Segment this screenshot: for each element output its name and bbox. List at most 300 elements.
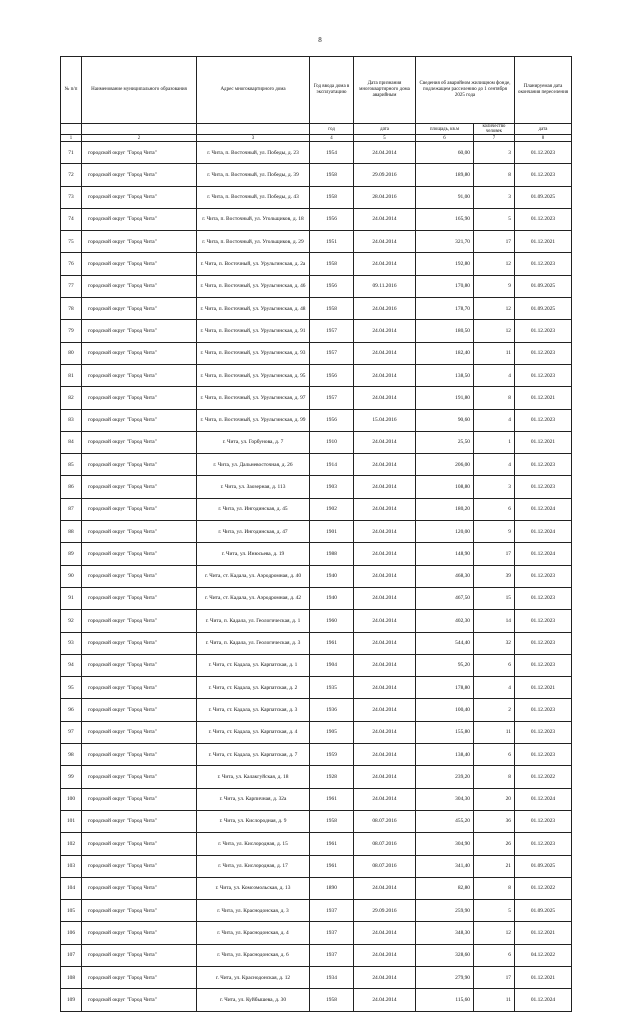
column-number: 8 <box>515 135 572 142</box>
area-cell: 467,50 <box>416 587 474 609</box>
people-cell: 6 <box>474 498 515 520</box>
unit-cell: год <box>310 124 354 135</box>
planned-date-cell: 01.12.2023 <box>515 744 572 766</box>
area-cell: 189,80 <box>416 164 474 186</box>
address-cell: г. Чита, п. Кадала, ул. Геологическая, д. 3 <box>197 632 310 654</box>
planned-date-cell: 01.12.2024 <box>515 543 572 565</box>
municipality-cell: городской округ "Город Чита" <box>82 677 197 699</box>
address-cell: г. Чита, п. Восточный, ул. Урульгинская, д. 93 <box>197 342 310 364</box>
emergency-date-cell: 15.04.2016 <box>354 409 416 431</box>
emergency-date-cell: 29.09.2016 <box>354 900 416 922</box>
table-row <box>61 387 572 409</box>
emergency-date-cell: 24.04.2014 <box>354 142 416 164</box>
planned-date-cell: 01.12.2023 <box>515 342 572 364</box>
column-number: 1 <box>61 135 82 142</box>
year-cell: 1890 <box>310 877 354 899</box>
address-cell: г. Чита, ст. Кадала, ул. Карпатская, д. 3 <box>197 699 310 721</box>
emergency-date-cell: 24.04.2014 <box>354 498 416 520</box>
column-number: 5 <box>354 135 416 142</box>
planned-date-cell: 01.12.2024 <box>515 521 572 543</box>
address-cell: г. Чита, ст. Кадала, ул. Аэродромная, д. 42 <box>197 587 310 609</box>
year-cell: 1937 <box>310 900 354 922</box>
row-number: 84 <box>61 431 82 453</box>
emergency-date-cell: 24.04.2014 <box>354 342 416 364</box>
municipality-cell: городской округ "Город Чита" <box>82 788 197 810</box>
area-cell: 100,40 <box>416 699 474 721</box>
row-number: 102 <box>61 833 82 855</box>
people-cell: 8 <box>474 387 515 409</box>
emergency-housing-table <box>60 56 572 1012</box>
emergency-date-cell: 24.04.2014 <box>354 610 416 632</box>
planned-date-cell: 01.12.2023 <box>515 721 572 743</box>
row-number: 89 <box>61 543 82 565</box>
area-cell: 544,40 <box>416 632 474 654</box>
column-number: 2 <box>82 135 197 142</box>
municipality-cell: городской округ "Город Чита" <box>82 543 197 565</box>
emergency-date-cell: 24.04.2014 <box>354 989 416 1011</box>
municipality-cell: городской округ "Город Чита" <box>82 320 197 342</box>
row-number: 81 <box>61 364 82 386</box>
address-cell: г. Чита, п. Восточный, ул. Угольщиков, д. 18 <box>197 208 310 230</box>
header-planned-date: Планируемая дата окончания переселения <box>515 57 572 124</box>
year-cell: 1957 <box>310 387 354 409</box>
table-row <box>61 610 572 632</box>
row-number: 76 <box>61 253 82 275</box>
header-year: Год ввода дома в эксплуатацию <box>310 57 354 124</box>
planned-date-cell: 01.12.2021 <box>515 677 572 699</box>
row-number: 98 <box>61 744 82 766</box>
planned-date-cell: 04.12.2022 <box>515 944 572 966</box>
table-row <box>61 699 572 721</box>
row-number: 83 <box>61 409 82 431</box>
year-cell: 1961 <box>310 788 354 810</box>
year-cell: 1914 <box>310 454 354 476</box>
area-cell: 90,60 <box>416 409 474 431</box>
people-cell: 8 <box>474 877 515 899</box>
area-cell: 25,50 <box>416 431 474 453</box>
header-emergency-date: Дата признания многоквартирного дома аварийным <box>354 57 416 124</box>
people-cell: 17 <box>474 543 515 565</box>
row-number: 72 <box>61 164 82 186</box>
emergency-date-cell: 24.04.2014 <box>354 231 416 253</box>
emergency-date-cell: 09.11.2016 <box>354 275 416 297</box>
year-cell: 1958 <box>310 298 354 320</box>
municipality-cell: городской округ "Город Чита" <box>82 900 197 922</box>
area-cell: 165,90 <box>416 208 474 230</box>
table-row <box>61 766 572 788</box>
row-number: 80 <box>61 342 82 364</box>
planned-date-cell: 01.12.2023 <box>515 810 572 832</box>
row-number: 73 <box>61 186 82 208</box>
emergency-date-cell: 08.07.2016 <box>354 833 416 855</box>
units-row <box>61 124 572 135</box>
row-number: 107 <box>61 944 82 966</box>
area-cell: 82,80 <box>416 877 474 899</box>
address-cell: г. Чита, п. Восточный, ул. Урульгинская, д. 97 <box>197 387 310 409</box>
area-cell: 341,40 <box>416 855 474 877</box>
address-cell: г. Чита, ул. Дальневосточная, д. 26 <box>197 454 310 476</box>
people-cell: 4 <box>474 454 515 476</box>
unit-cell <box>61 124 82 135</box>
people-cell: 32 <box>474 632 515 654</box>
year-cell: 1988 <box>310 543 354 565</box>
municipality-cell: городской округ "Город Чита" <box>82 521 197 543</box>
address-cell: г. Чита, ул. Кислородная, д. 17 <box>197 855 310 877</box>
municipality-cell: городской округ "Город Чита" <box>82 810 197 832</box>
municipality-cell: городской округ "Город Чита" <box>82 699 197 721</box>
municipality-cell: городской округ "Город Чита" <box>82 721 197 743</box>
table-row <box>61 186 572 208</box>
municipality-cell: городской округ "Город Чита" <box>82 454 197 476</box>
municipality-cell: городской округ "Город Чита" <box>82 833 197 855</box>
row-number: 99 <box>61 766 82 788</box>
year-cell: 1956 <box>310 208 354 230</box>
people-cell: 36 <box>474 810 515 832</box>
people-cell: 14 <box>474 610 515 632</box>
row-number: 101 <box>61 810 82 832</box>
row-number: 74 <box>61 208 82 230</box>
people-cell: 1 <box>474 431 515 453</box>
address-cell: г. Чита, п. Восточный, ул. Победы, д. 43 <box>197 186 310 208</box>
municipality-cell: городской округ "Город Чита" <box>82 431 197 453</box>
municipality-cell: городской округ "Город Чита" <box>82 275 197 297</box>
people-cell: 3 <box>474 142 515 164</box>
unit-cell: дата <box>515 124 572 135</box>
year-cell: 1956 <box>310 364 354 386</box>
header-row <box>61 57 572 124</box>
table-row <box>61 431 572 453</box>
table-row <box>61 788 572 810</box>
people-cell: 12 <box>474 298 515 320</box>
emergency-date-cell: 24.04.2014 <box>354 476 416 498</box>
emergency-date-cell: 08.07.2016 <box>354 855 416 877</box>
people-cell: 2 <box>474 699 515 721</box>
year-cell: 1958 <box>310 989 354 1011</box>
municipality-cell: городской округ "Город Чита" <box>82 922 197 944</box>
people-cell: 6 <box>474 654 515 676</box>
planned-date-cell: 01.12.2023 <box>515 476 572 498</box>
people-cell: 4 <box>474 364 515 386</box>
area-cell: 178,80 <box>416 677 474 699</box>
emergency-date-cell: 24.04.2014 <box>354 721 416 743</box>
year-cell: 1957 <box>310 342 354 364</box>
year-cell: 1940 <box>310 565 354 587</box>
municipality-cell: городской округ "Город Чита" <box>82 498 197 520</box>
municipality-cell: городской округ "Город Чита" <box>82 587 197 609</box>
year-cell: 1901 <box>310 521 354 543</box>
planned-date-cell: 01.12.2023 <box>515 654 572 676</box>
area-cell: 328,60 <box>416 944 474 966</box>
area-cell: 239,20 <box>416 766 474 788</box>
address-cell: г. Чита, ул. Карпичная, д. 32а <box>197 788 310 810</box>
unit-cell: дата <box>354 124 416 135</box>
page-number: 8 <box>318 36 322 44</box>
table-row <box>61 587 572 609</box>
address-cell: г. Чита, ул. Ингодинская, д. 47 <box>197 521 310 543</box>
area-cell: 182,40 <box>416 342 474 364</box>
year-cell: 1910 <box>310 431 354 453</box>
column-numbers-row <box>61 135 572 142</box>
table-row <box>61 142 572 164</box>
emergency-date-cell: 24.04.2014 <box>354 922 416 944</box>
area-cell: 304,30 <box>416 788 474 810</box>
planned-date-cell: 01.12.2023 <box>515 253 572 275</box>
table-row <box>61 565 572 587</box>
table-row <box>61 409 572 431</box>
row-number: 106 <box>61 922 82 944</box>
area-cell: 180,50 <box>416 320 474 342</box>
municipality-cell: городской округ "Город Чита" <box>82 409 197 431</box>
address-cell: г. Чита, п. Восточный, ул. Урульгинская, д. 91 <box>197 320 310 342</box>
row-number: 78 <box>61 298 82 320</box>
people-cell: 8 <box>474 766 515 788</box>
table-row <box>61 989 572 1011</box>
emergency-date-cell: 24.04.2016 <box>354 298 416 320</box>
municipality-cell: городской округ "Город Чита" <box>82 966 197 988</box>
table-row <box>61 855 572 877</box>
people-cell: 12 <box>474 320 515 342</box>
year-cell: 1954 <box>310 142 354 164</box>
year-cell: 1937 <box>310 944 354 966</box>
area-cell: 120,00 <box>416 521 474 543</box>
year-cell: 1956 <box>310 409 354 431</box>
people-cell: 21 <box>474 855 515 877</box>
unit-cell: количество человек <box>474 124 515 135</box>
emergency-date-cell: 24.04.2014 <box>354 966 416 988</box>
table-body <box>61 142 572 1012</box>
year-cell: 1960 <box>310 610 354 632</box>
emergency-date-cell: 24.04.2014 <box>354 431 416 453</box>
emergency-date-cell: 24.04.2014 <box>354 677 416 699</box>
row-number: 87 <box>61 498 82 520</box>
municipality-cell: городской округ "Город Чита" <box>82 565 197 587</box>
planned-date-cell: 01.12.2023 <box>515 208 572 230</box>
address-cell: г. Чита, ст. Кадала, ул. Карпатская, д. 4 <box>197 721 310 743</box>
planned-date-cell: 01.12.2022 <box>515 766 572 788</box>
table-row <box>61 498 572 520</box>
planned-date-cell: 01.12.2021 <box>515 966 572 988</box>
area-cell: 178,70 <box>416 298 474 320</box>
address-cell: г. Чита, ул. Краснодонская, д. 6 <box>197 944 310 966</box>
table-row <box>61 833 572 855</box>
area-cell: 304,90 <box>416 833 474 855</box>
municipality-cell: городской округ "Город Чита" <box>82 944 197 966</box>
planned-date-cell: 01.12.2023 <box>515 364 572 386</box>
row-number: 96 <box>61 699 82 721</box>
planned-date-cell: 01.12.2021 <box>515 431 572 453</box>
year-cell: 1959 <box>310 744 354 766</box>
municipality-cell: городской округ "Город Чита" <box>82 632 197 654</box>
emergency-date-cell: 24.04.2014 <box>354 565 416 587</box>
address-cell: г. Чита, ул. Кислородная, д. 15 <box>197 833 310 855</box>
year-cell: 1935 <box>310 677 354 699</box>
municipality-cell: городской округ "Город Чита" <box>82 253 197 275</box>
row-number: 109 <box>61 989 82 1011</box>
table-row <box>61 275 572 297</box>
municipality-cell: городской округ "Город Чита" <box>82 186 197 208</box>
people-cell: 4 <box>474 677 515 699</box>
area-cell: 108,80 <box>416 476 474 498</box>
row-number: 103 <box>61 855 82 877</box>
year-cell: 1905 <box>310 721 354 743</box>
table-row <box>61 476 572 498</box>
municipality-cell: городской округ "Город Чита" <box>82 476 197 498</box>
address-cell: г. Чита, ул. Комсомольская, д. 13 <box>197 877 310 899</box>
address-cell: г. Чита, ул. Краснодонская, д. 3 <box>197 900 310 922</box>
municipality-cell: городской округ "Город Чита" <box>82 654 197 676</box>
year-cell: 1961 <box>310 833 354 855</box>
area-cell: 259,90 <box>416 900 474 922</box>
address-cell: г. Чита, ул. Краснодонская, д. 4 <box>197 922 310 944</box>
emergency-date-cell: 24.04.2014 <box>354 387 416 409</box>
table-row <box>61 654 572 676</box>
emergency-date-cell: 24.04.2014 <box>354 744 416 766</box>
row-number: 104 <box>61 877 82 899</box>
people-cell: 6 <box>474 944 515 966</box>
area-cell: 60,00 <box>416 142 474 164</box>
row-number: 92 <box>61 610 82 632</box>
municipality-cell: городской округ "Город Чита" <box>82 744 197 766</box>
table-row <box>61 208 572 230</box>
table-row <box>61 810 572 832</box>
planned-date-cell: 01.12.2021 <box>515 387 572 409</box>
area-cell: 402,30 <box>416 610 474 632</box>
planned-date-cell: 01.09.2025 <box>515 855 572 877</box>
emergency-date-cell: 24.04.2014 <box>354 364 416 386</box>
row-number: 86 <box>61 476 82 498</box>
table-row <box>61 922 572 944</box>
emergency-date-cell: 24.04.2014 <box>354 877 416 899</box>
year-cell: 1904 <box>310 654 354 676</box>
emergency-date-cell: 24.04.2014 <box>354 944 416 966</box>
emergency-date-cell: 24.04.2014 <box>354 632 416 654</box>
table-row <box>61 721 572 743</box>
emergency-date-cell: 28.04.2016 <box>354 186 416 208</box>
table-row <box>61 744 572 766</box>
row-number: 93 <box>61 632 82 654</box>
emergency-date-cell: 24.04.2014 <box>354 521 416 543</box>
table-row <box>61 298 572 320</box>
table-row <box>61 454 572 476</box>
table-row <box>61 342 572 364</box>
area-cell: 138,40 <box>416 744 474 766</box>
row-number: 71 <box>61 142 82 164</box>
row-number: 90 <box>61 565 82 587</box>
year-cell: 1958 <box>310 810 354 832</box>
people-cell: 12 <box>474 922 515 944</box>
row-number: 88 <box>61 521 82 543</box>
table-row <box>61 677 572 699</box>
table-row <box>61 231 572 253</box>
people-cell: 9 <box>474 521 515 543</box>
address-cell: г. Чита, п. Восточный, ул. Урульгинская, д. 2а <box>197 253 310 275</box>
year-cell: 1958 <box>310 164 354 186</box>
people-cell: 3 <box>474 186 515 208</box>
people-cell: 17 <box>474 966 515 988</box>
year-cell: 1961 <box>310 632 354 654</box>
planned-date-cell: 01.09.2025 <box>515 186 572 208</box>
planned-date-cell: 01.12.2023 <box>515 833 572 855</box>
emergency-date-cell: 24.04.2014 <box>354 454 416 476</box>
address-cell: г. Чита, п. Кадала, ул. Геологическая, д. 1 <box>197 610 310 632</box>
people-cell: 5 <box>474 208 515 230</box>
people-cell: 15 <box>474 587 515 609</box>
people-cell: 4 <box>474 409 515 431</box>
column-number: 4 <box>310 135 354 142</box>
planned-date-cell: 01.12.2023 <box>515 610 572 632</box>
planned-date-cell: 01.12.2021 <box>515 231 572 253</box>
area-cell: 138,50 <box>416 364 474 386</box>
planned-date-cell: 01.12.2023 <box>515 699 572 721</box>
area-cell: 180,20 <box>416 498 474 520</box>
area-cell: 321,70 <box>416 231 474 253</box>
planned-date-cell: 01.09.2025 <box>515 900 572 922</box>
people-cell: 17 <box>474 231 515 253</box>
year-cell: 1956 <box>310 275 354 297</box>
area-cell: 455,20 <box>416 810 474 832</box>
year-cell: 1903 <box>310 476 354 498</box>
row-number: 85 <box>61 454 82 476</box>
address-cell: г. Чита, ст. Кадала, ул. Карпатская, д. 2 <box>197 677 310 699</box>
emergency-date-cell: 29.09.2016 <box>354 164 416 186</box>
address-cell: г. Чита, ст. Кадала, ул. Аэродромная, д. 40 <box>197 565 310 587</box>
address-cell: г. Чита, ул. Горбунова, д. 7 <box>197 431 310 453</box>
people-cell: 3 <box>474 476 515 498</box>
people-cell: 26 <box>474 833 515 855</box>
address-cell: г. Чита, п. Восточный, ул. Победы, д. 39 <box>197 164 310 186</box>
people-cell: 5 <box>474 900 515 922</box>
row-number: 100 <box>61 788 82 810</box>
planned-date-cell: 01.09.2025 <box>515 275 572 297</box>
table-row <box>61 543 572 565</box>
municipality-cell: городской округ "Город Чита" <box>82 989 197 1011</box>
table-row <box>61 364 572 386</box>
emergency-date-cell: 08.07.2016 <box>354 810 416 832</box>
emergency-date-cell: 24.04.2014 <box>354 320 416 342</box>
address-cell: г. Чита, п. Восточный, ул. Урульгинская, д. 46 <box>197 275 310 297</box>
address-cell: г. Чита, ул. Заозерная, д. 113 <box>197 476 310 498</box>
municipality-cell: городской округ "Город Чита" <box>82 877 197 899</box>
planned-date-cell: 01.12.2023 <box>515 164 572 186</box>
emergency-date-cell: 24.04.2014 <box>354 699 416 721</box>
unit-cell <box>82 124 197 135</box>
area-cell: 155,80 <box>416 721 474 743</box>
people-cell: 11 <box>474 721 515 743</box>
unit-cell: площадь, кв.м <box>416 124 474 135</box>
municipality-cell: городской округ "Город Чита" <box>82 142 197 164</box>
header-housing-info: Сведения об аварийном жилищном фонде, подлежащем расселению до 1 сентября 2025 года <box>416 57 515 124</box>
address-cell: г. Чита, ул. Куйбышева, д. 30 <box>197 989 310 1011</box>
row-number: 108 <box>61 966 82 988</box>
address-cell: г. Чита, ул. Кислородная, д. 9 <box>197 810 310 832</box>
column-number: 7 <box>474 135 515 142</box>
planned-date-cell: 01.12.2023 <box>515 632 572 654</box>
planned-date-cell: 01.12.2023 <box>515 454 572 476</box>
year-cell: 1940 <box>310 587 354 609</box>
table-row <box>61 966 572 988</box>
row-number: 97 <box>61 721 82 743</box>
planned-date-cell: 01.12.2022 <box>515 877 572 899</box>
address-cell: г. Чита, п. Восточный, ул. Урульгинская, д. 95 <box>197 364 310 386</box>
row-number: 82 <box>61 387 82 409</box>
people-cell: 8 <box>474 164 515 186</box>
municipality-cell: городской округ "Город Чита" <box>82 610 197 632</box>
area-cell: 348,30 <box>416 922 474 944</box>
address-cell: г. Чита, ст. Кадала, ул. Карпатская, д. 1 <box>197 654 310 676</box>
table-row <box>61 164 572 186</box>
planned-date-cell: 01.12.2023 <box>515 565 572 587</box>
address-cell: г. Чита, ст. Кадала, ул. Карпатская, д. 7 <box>197 744 310 766</box>
